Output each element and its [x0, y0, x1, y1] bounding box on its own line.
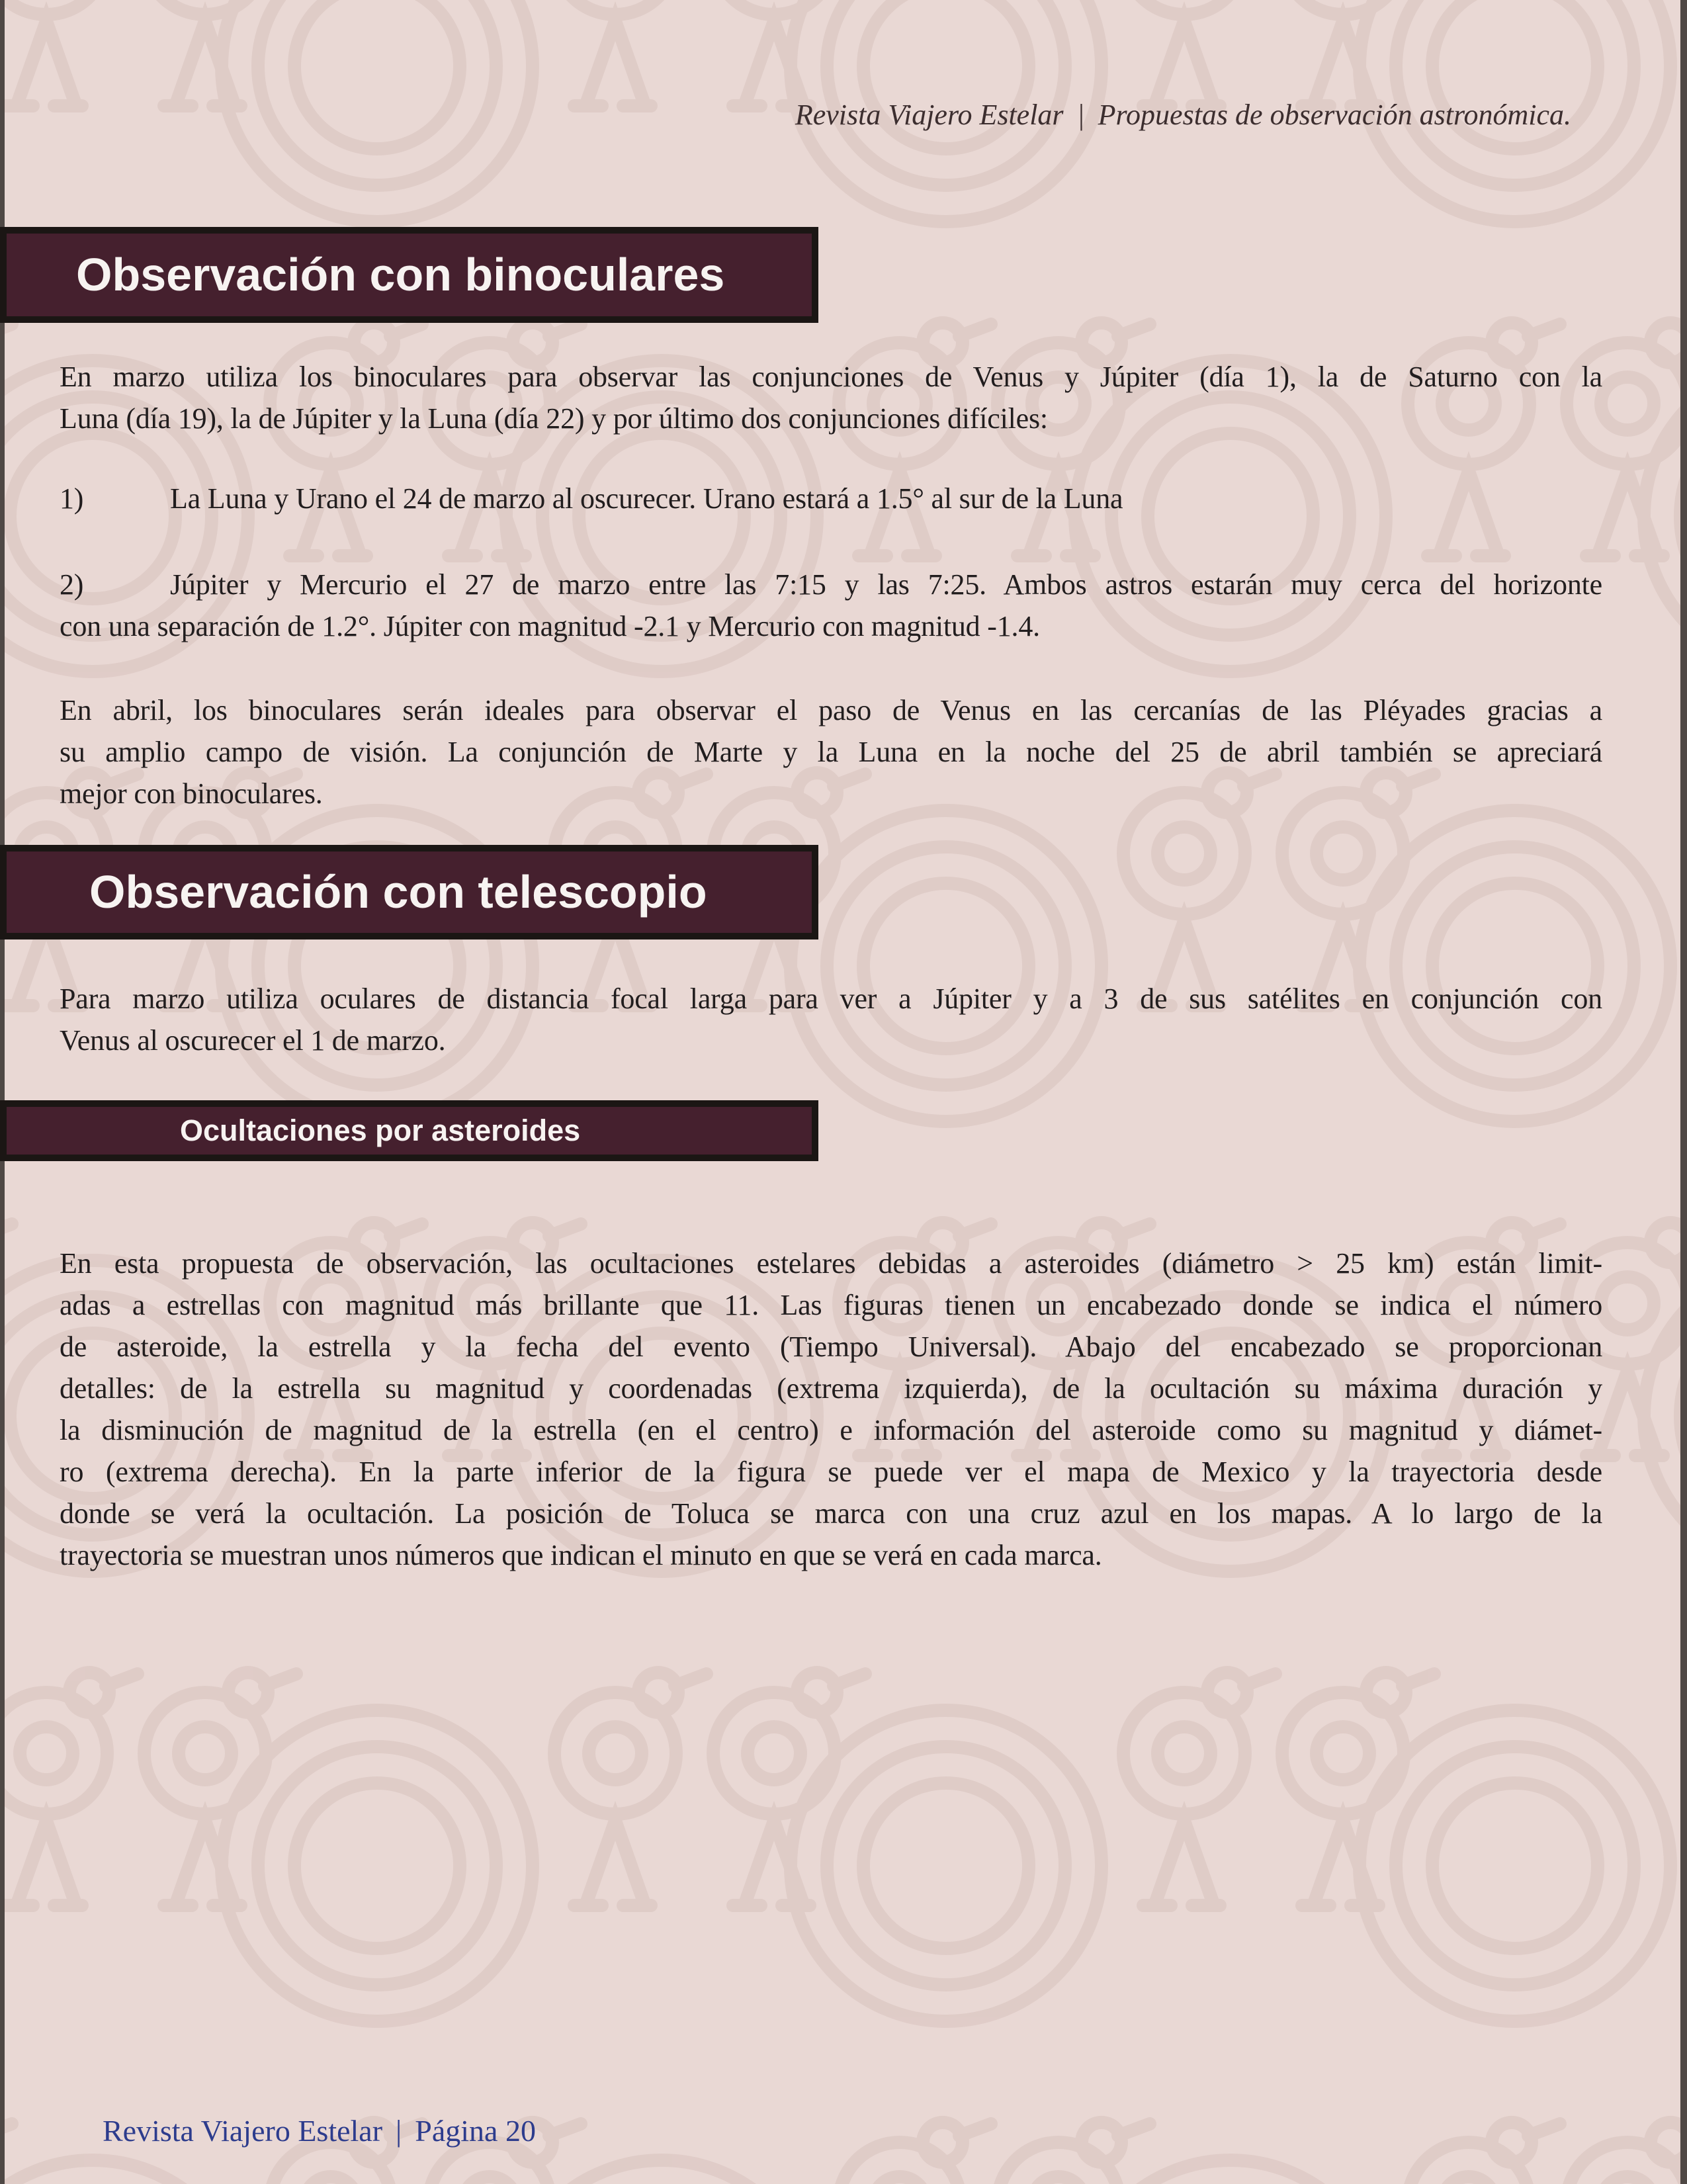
text-line: de asteroide, la estrella y la fecha del evento (Tiempo Universal). Abajo del encabezado se proporcionan [60, 1331, 1602, 1363]
list-item-1-text: La Luna y Urano el 24 de marzo al oscurecer. Urano estará a 1.5° al sur de la Luna [170, 482, 1123, 515]
section-title-telescope: Observación con telescopio [89, 866, 707, 918]
paragraph-occultations [60, 1243, 1602, 1576]
paragraph-march-binoculars [60, 356, 1602, 439]
page-footer-publication: Revista Viajero Estelar [103, 2114, 383, 2148]
subsection-banner-occultations [0, 1100, 818, 1161]
section-title-binoculars: Observación con binoculares [76, 249, 725, 300]
text-line: detalles: de la estrella su magnitud y coordenadas (extrema izquierda), de la ocultación su máxima duración y [60, 1372, 1602, 1405]
text-line: Venus al oscurecer el 1 de marzo. [60, 1024, 446, 1057]
section-banner-binoculars [0, 227, 818, 323]
list-item-2 [60, 564, 1602, 647]
subsection-title-occultations: Ocultaciones por asteroides [180, 1114, 581, 1147]
text-line: su amplio campo de visión. La conjunción de Marte y la Luna en la noche del 25 de abril también se apreciará [60, 736, 1602, 768]
text-line: ro (extrema derecha). En la parte inferior de la figura se puede ver el mapa de Mexico y la trayectoria desde [60, 1456, 1602, 1488]
text-line [60, 478, 1602, 519]
running-header-separator: | [1076, 99, 1085, 131]
text-line: Luna (día 19), la de Júpiter y la Luna (día 22) y por último dos conjunciones difíciles: [60, 402, 1048, 435]
text-line: En esta propuesta de observación, las ocultaciones estelares debidas a asteroides (diámetro > 25 km) están limit- [60, 1247, 1602, 1280]
list-item-2-text: Júpiter y Mercurio el 27 de marzo entre las 7:15 y las 7:25. Ambos astros estarán muy cerca del horizonte [170, 568, 1602, 601]
paragraph-april-binoculars [60, 689, 1602, 814]
running-header-publication: Revista Viajero Estelar [795, 99, 1064, 131]
list-item-1 [60, 478, 1602, 519]
text-line: En marzo utiliza los binoculares para observar las conjunciones de Venus y Júpiter (día 1), la de Saturno con la [60, 361, 1602, 393]
page-right-edge [1680, 0, 1687, 2184]
text-line: donde se verá la ocultación. La posición de Toluca se marca con una cruz azul en los mapas. A lo largo de la [60, 1497, 1602, 1530]
page-footer-page-number: Página 20 [415, 2114, 536, 2148]
text-line: mejor con binoculares. [60, 777, 323, 810]
running-header [795, 101, 1571, 130]
page-left-edge [0, 0, 5, 2184]
text-line: la disminución de magnitud de la estrella (en el centro) e información del asteroide como su magnitud y diámet- [60, 1414, 1602, 1446]
text-line: con una separación de 1.2°. Júpiter con magnitud -2.1 y Mercurio con magnitud -1.4. [60, 610, 1040, 642]
text-line: Para marzo utiliza oculares de distancia focal larga para ver a Júpiter y a 3 de sus satélites en conjunción con [60, 983, 1602, 1015]
text-line: En abril, los binoculares serán ideales para observar el paso de Venus en las cercanías de las Pléyades gracias a [60, 694, 1602, 726]
text-line: trayectoria se muestran unos números que indican el minuto en que se verá en cada marca. [60, 1539, 1102, 1571]
running-header-section: Propuestas de observación astronómica. [1098, 99, 1571, 131]
paragraph-march-telescope [60, 978, 1602, 1061]
list-item-1-number: 1) [60, 482, 84, 515]
page-footer [103, 2116, 536, 2146]
page-footer-separator: | [396, 2114, 402, 2148]
section-banner-telescope [0, 845, 818, 939]
text-line: adas a estrellas con magnitud más brillante que 11. Las figuras tienen un encabezado donde se indica el número [60, 1289, 1602, 1321]
list-item-2-number: 2) [60, 568, 84, 601]
text-line [60, 564, 1602, 605]
